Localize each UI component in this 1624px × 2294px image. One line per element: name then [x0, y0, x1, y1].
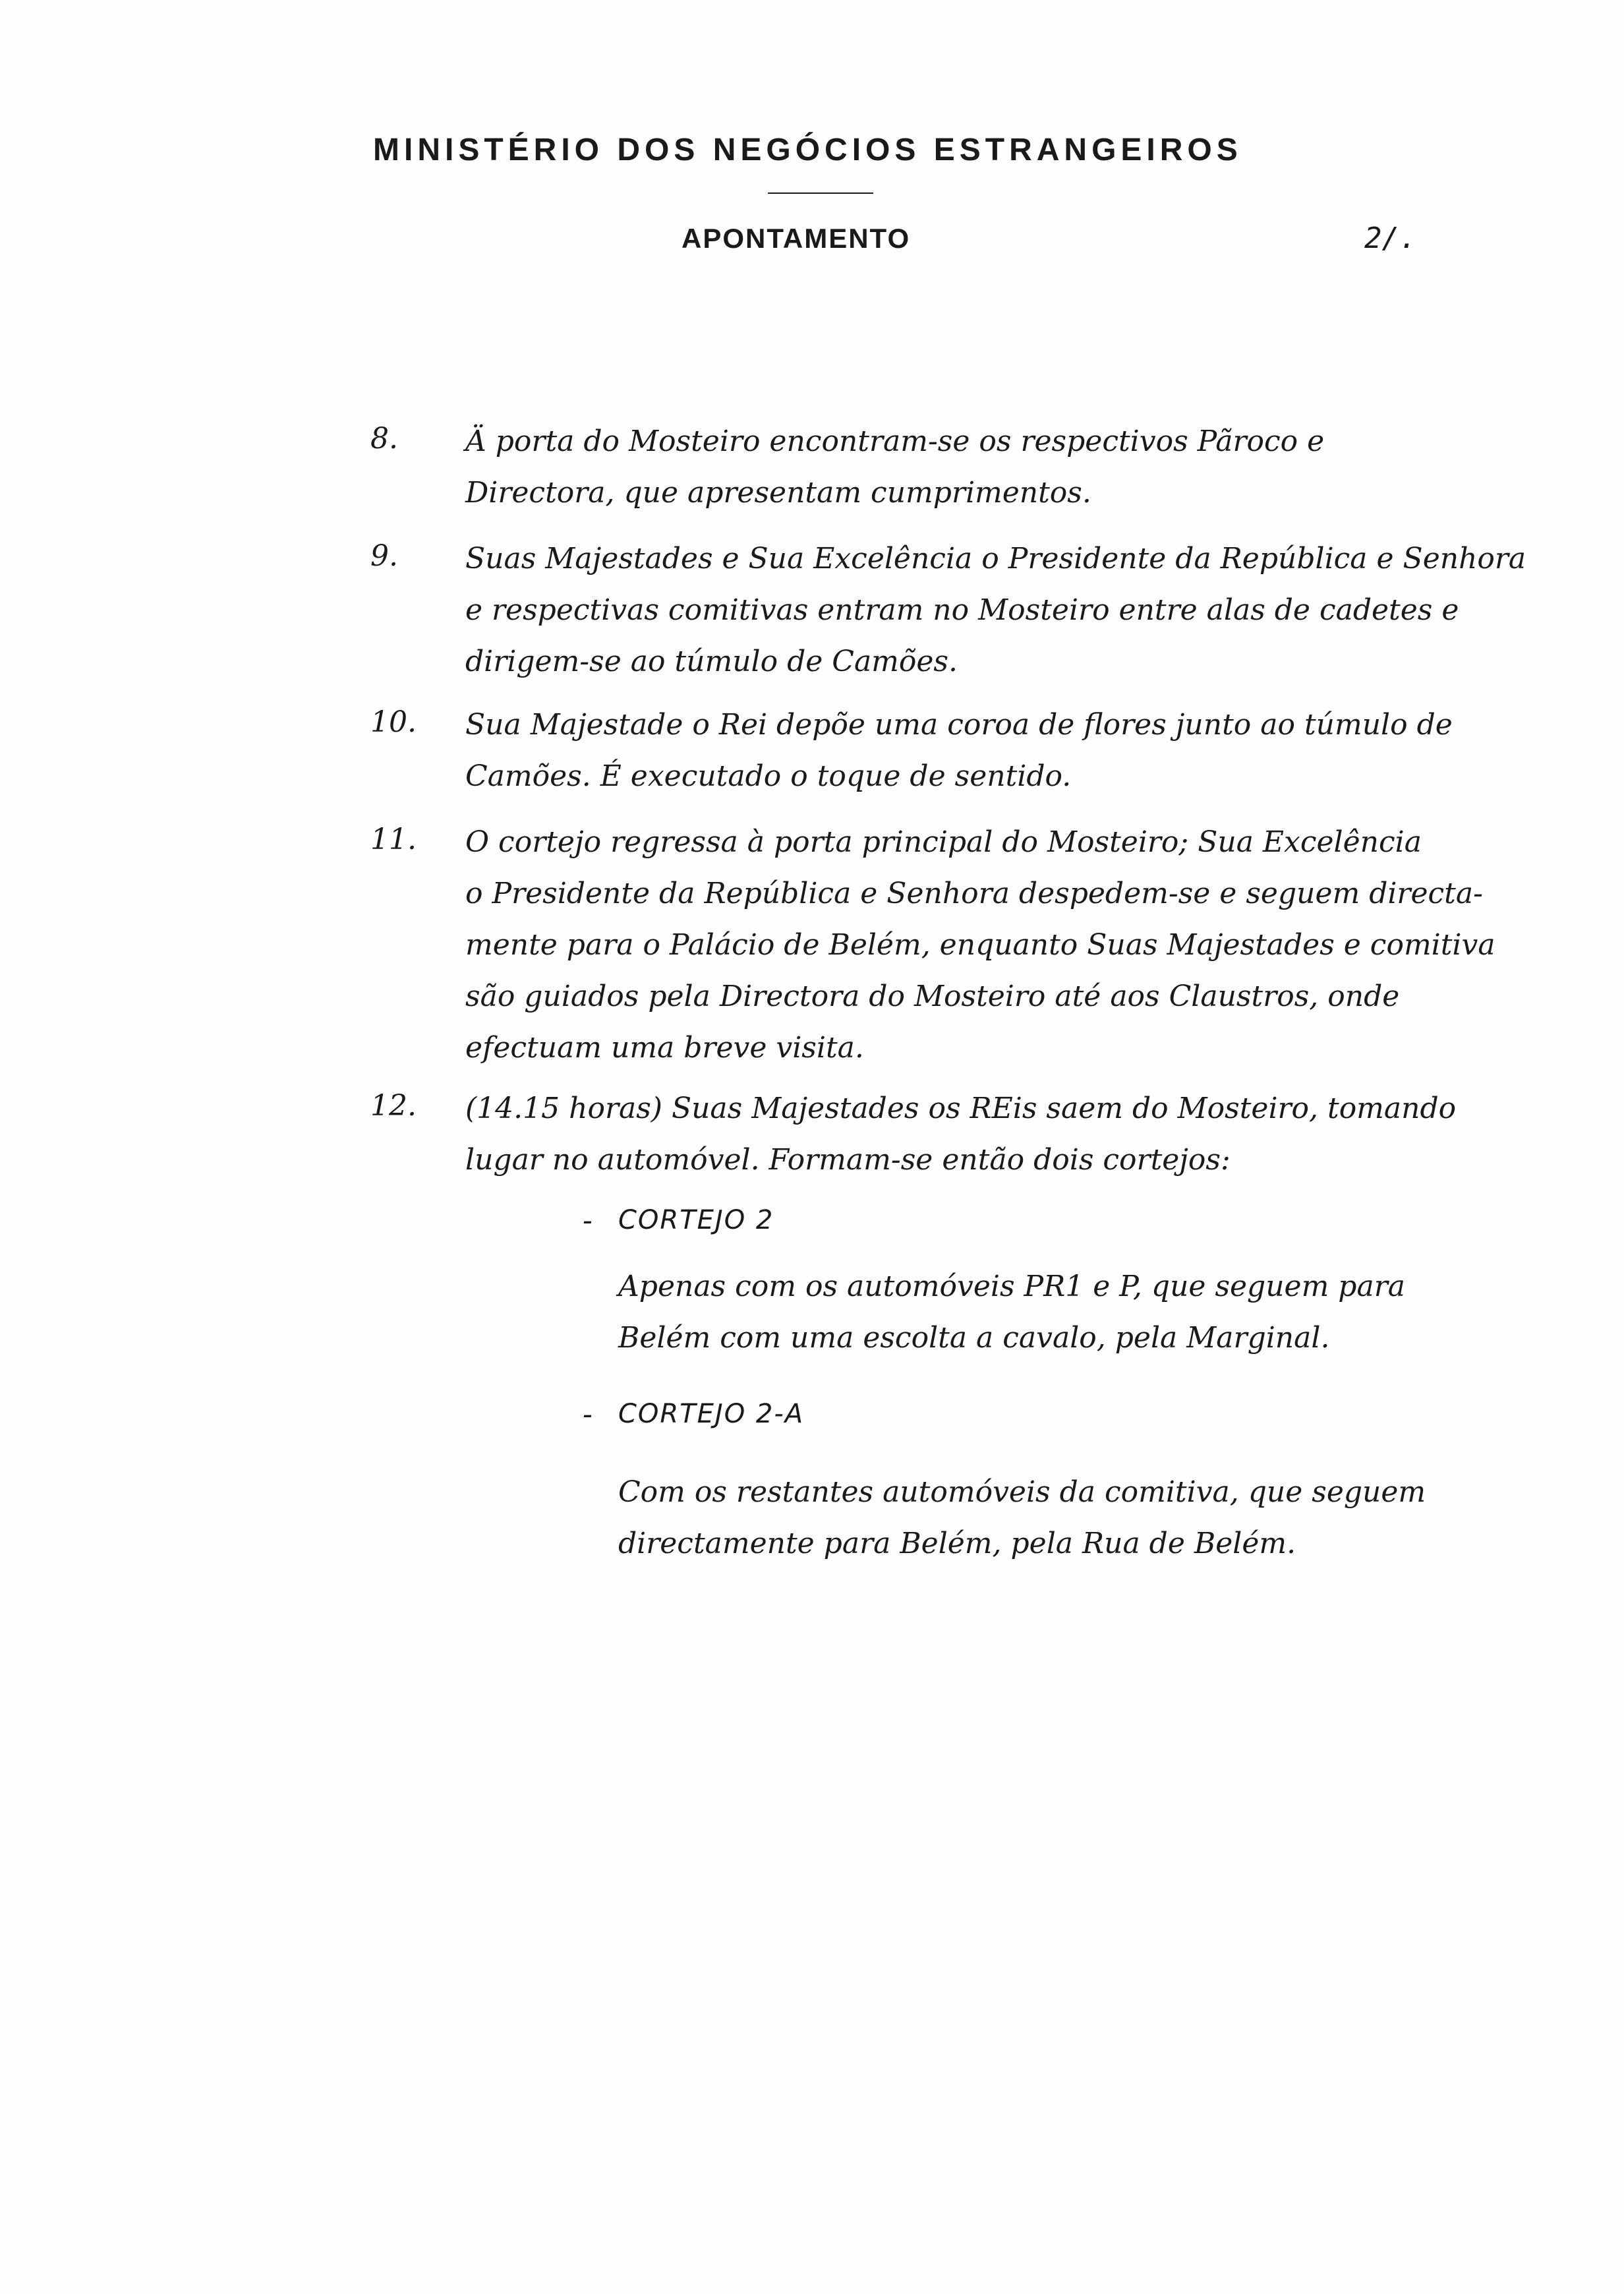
document-type-heading: APONTAMENTO [682, 223, 911, 254]
item-line: Directora, que apresentam cumprimentos. [465, 476, 1091, 510]
item-number: 10. [370, 705, 417, 739]
item-line: Ä porta do Mosteiro encontram-se os respectivos Pãroco e [465, 425, 1325, 458]
sub-item-title: CORTEJO 2 [618, 1205, 774, 1235]
ministry-heading: MINISTÉRIO DOS NEGÓCIOS ESTRANGEIROS [373, 132, 1242, 167]
item-line: e respectivas comitivas entram no Mosteiro entre alas de cadetes e [465, 593, 1459, 627]
sub-item-title: CORTEJO 2-A [618, 1399, 805, 1429]
item-line: O cortejo regressa à porta principal do Mosteiro; Sua Excelência [465, 825, 1422, 859]
item-line: lugar no automóvel. Formam-se então dois cortejos: [465, 1143, 1231, 1177]
sub-item-dash: - [583, 1204, 593, 1237]
item-line: Camões. É executado o toque de sentido. [465, 759, 1072, 793]
item-line: Suas Majestades e Sua Excelência o Presidente da República e Senhora [465, 542, 1526, 575]
page-number: 2/. [1364, 221, 1417, 255]
item-number: 8. [370, 422, 398, 456]
sub-item-line: directamente para Belém, pela Rua de Belém. [618, 1527, 1296, 1560]
item-line: Sua Majestade o Rei depõe uma coroa de flores junto ao túmulo de [465, 708, 1453, 742]
item-number: 11. [370, 823, 417, 856]
item-number: 9. [370, 539, 398, 573]
item-line: (14.15 horas) Suas Majestades os REis saem do Mosteiro, tomando [465, 1092, 1457, 1125]
heading-divider [768, 192, 873, 194]
item-line: são guiados pela Directora do Mosteiro até aos Claustros, onde [465, 980, 1400, 1013]
sub-item-dash: - [583, 1397, 593, 1431]
item-line: efectuam uma breve visita. [465, 1031, 864, 1065]
item-line: dirigem-se ao túmulo de Camões. [465, 645, 958, 678]
item-number: 12. [370, 1089, 417, 1123]
sub-item-line: Apenas com os automóveis PR1 e P, que seguem para [618, 1270, 1405, 1303]
item-line: mente para o Palácio de Belém, enquanto Suas Majestades e comitiva [465, 928, 1495, 962]
sub-item-line: Com os restantes automóveis da comitiva, que seguem [618, 1475, 1426, 1509]
item-line: o Presidente da República e Senhora despedem-se e seguem directa- [465, 877, 1483, 910]
sub-item-line: Belém com uma escolta a cavalo, pela Marginal. [618, 1321, 1330, 1355]
